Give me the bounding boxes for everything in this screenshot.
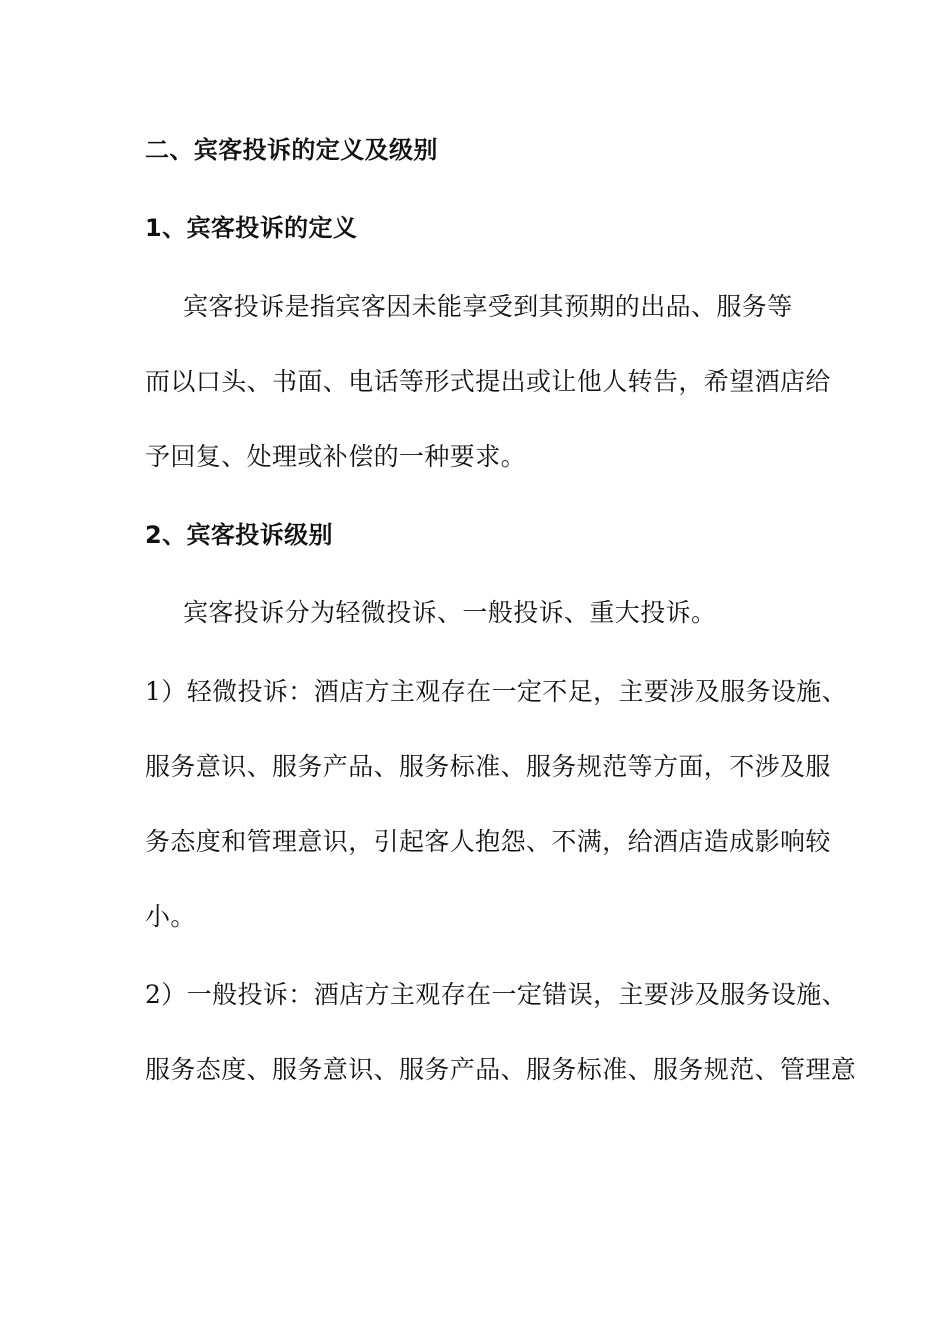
paragraph-line: 予回复、处理或补偿的一种要求。 [145,442,527,471]
list-item-line: 服务意识、服务产品、服务标准、服务规范等方面，不涉及服 [145,752,831,781]
list-item-line: 务态度和管理意识，引起客人抱怨、不满，给酒店造成影响较 [145,827,831,856]
section-title: 二、宾客投诉的定义及级别 [145,136,438,164]
paragraph-line: 宾客投诉分为轻微投诉、一般投诉、重大投诉。 [183,598,717,627]
list-item-line: 小。 [145,902,196,931]
paragraph-line: 宾客投诉是指宾客因未能享受到其预期的出品、服务等 [183,292,793,321]
paragraph-line: 而以口头、书面、电话等形式提出或让他人转告，希望酒店给 [145,367,831,396]
subsection-title-definition: 1、宾客投诉的定义 [145,214,358,242]
list-item-line: 服务态度、服务意识、服务产品、服务标准、服务规范、管理意 [145,1055,857,1084]
list-item-line: 1）轻微投诉：酒店方主观存在一定不足，主要涉及服务设施、 [145,677,848,706]
subsection-title-levels: 2、宾客投诉级别 [145,521,333,549]
list-item-line: 2）一般投诉：酒店方主观存在一定错误，主要涉及服务设施、 [145,980,848,1009]
